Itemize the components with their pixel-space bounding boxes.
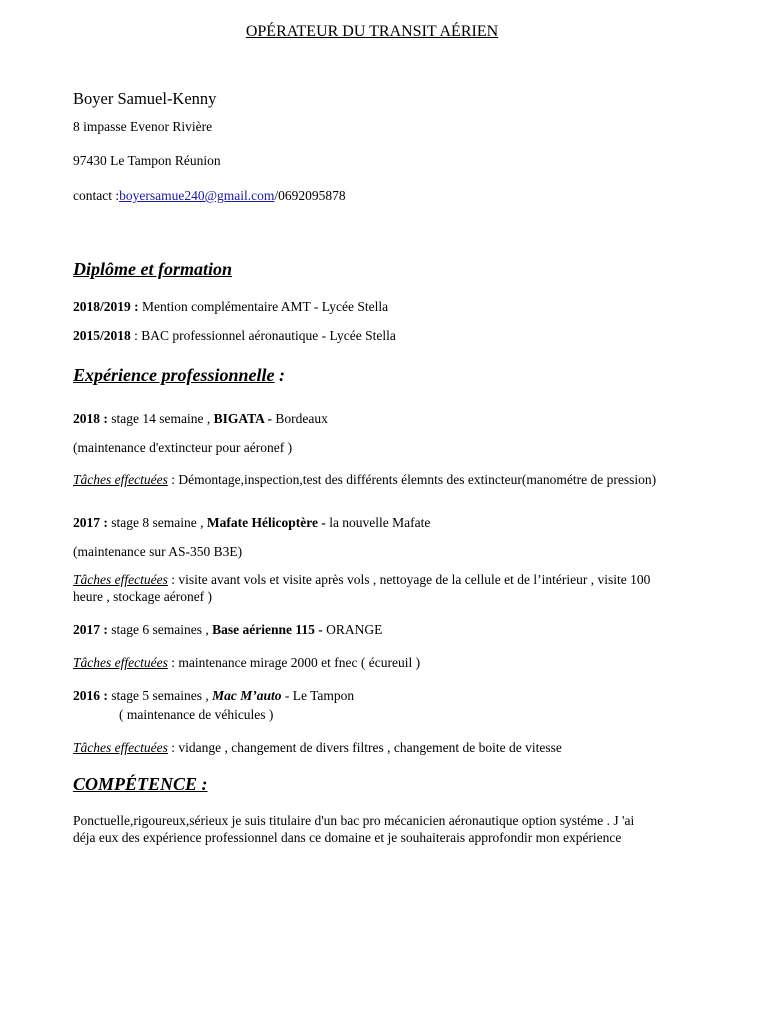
- page-title: OPÉRATEUR DU TRANSIT AÉRIEN: [245, 23, 499, 40]
- phone-number: /0692095878: [274, 188, 346, 203]
- diploma-item-1: 2018/2019 : Mention complémentaire AMT - Lycée Stella: [73, 299, 389, 314]
- job-4-title: 2016 : stage 5 semaines , Mac M’auto - Le Tampon: [73, 688, 355, 703]
- section-heading-competence: COMPÉTENCE :: [73, 774, 208, 794]
- section-heading-experience: Expérience professionnelle :: [73, 365, 285, 385]
- job-4-detail: ( maintenance de véhicules ): [119, 707, 274, 722]
- candidate-name: Boyer Samuel-Kenny: [73, 89, 217, 108]
- competence-text: Ponctuelle,rigoureux,sérieux je suis titulaire d'un bac pro mécanicien aéronautique option systéme . J 'ai déja eux des expérience professionnel dans ce domaine et je souhaiterais approfondir mon expérience: [73, 813, 635, 845]
- email-link[interactable]: boyersamue240@gmail.com: [119, 188, 275, 203]
- contact-line: [73, 188, 346, 205]
- job-2-tasks: Tâches effectuées : visite avant vols et visite après vols , nettoyage de la cellule et de l’intérieur , visite 100 heure , stockage aéronef ): [73, 572, 651, 604]
- job-1-title: 2018 : stage 14 semaine , BIGATA - Bordeaux: [73, 411, 328, 426]
- job-1-detail: (maintenance d'extincteur pour aéronef ): [73, 440, 293, 455]
- job-3-tasks: Tâches effectuées : maintenance mirage 2000 et fnec ( écureuil ): [73, 655, 421, 670]
- diploma-item-2: 2015/2018 : BAC professionnel aéronautique - Lycée Stella: [73, 328, 396, 343]
- job-3-title: 2017 : stage 6 semaines , Base aérienne 115 - ORANGE: [73, 622, 383, 637]
- job-4-tasks: Tâches effectuées : vidange , changement de divers filtres , changement de boite de vitesse: [73, 740, 562, 755]
- address-line-2: 97430 Le Tampon Réunion: [73, 153, 221, 168]
- address-line-1: 8 impasse Evenor Rivière: [73, 119, 213, 134]
- section-heading-diplomes: Diplôme et formation: [73, 259, 232, 279]
- job-2-title: 2017 : stage 8 semaine , Mafate Hélicoptère - la nouvelle Mafate: [73, 515, 431, 530]
- job-1-tasks: Tâches effectuées : Démontage,inspection,test des différents élemnts des extincteur(manométre de pression): [73, 472, 657, 487]
- contact-label: contact :: [73, 188, 120, 203]
- job-2-detail: (maintenance sur AS-350 B3E): [73, 544, 243, 559]
